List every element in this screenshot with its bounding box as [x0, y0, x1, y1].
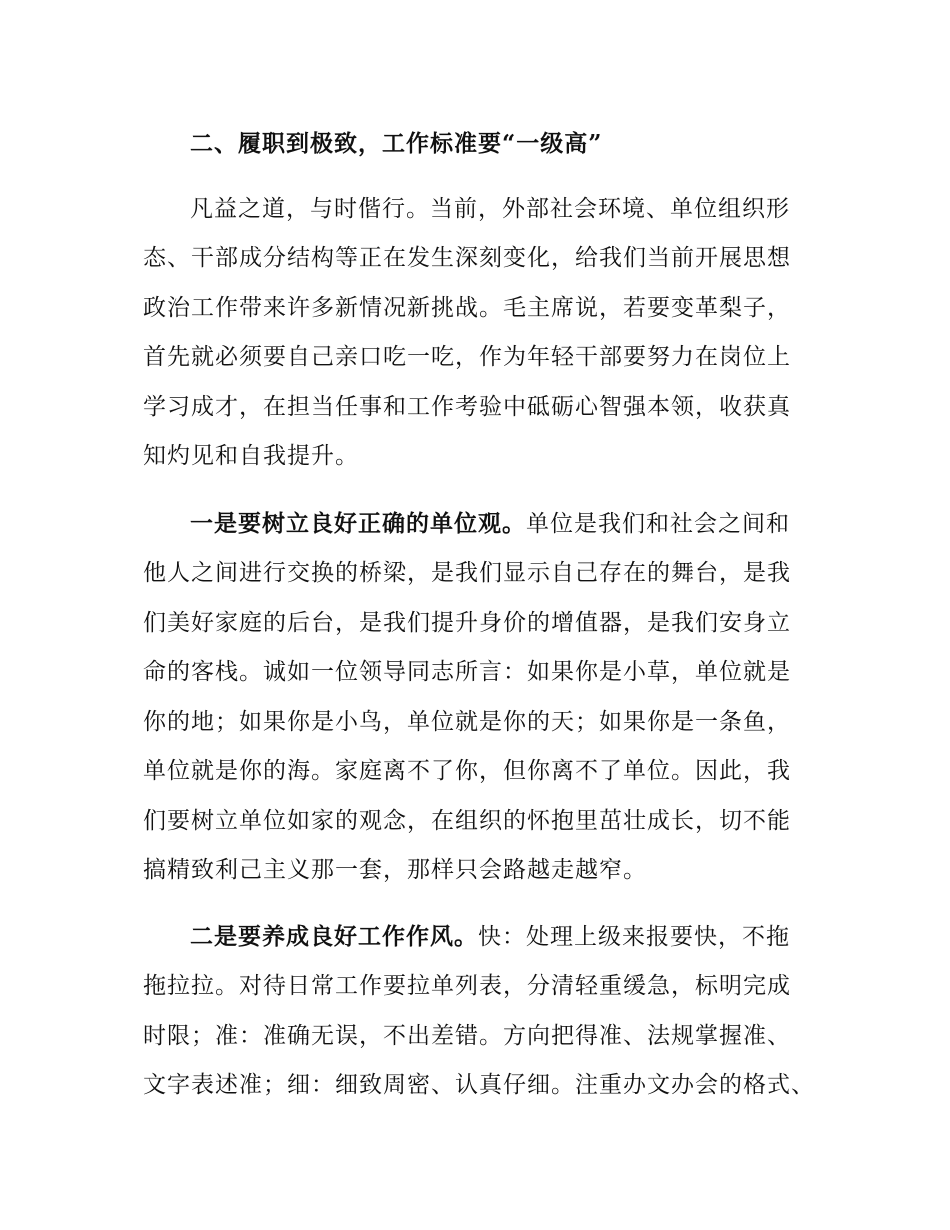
intro-line-3: 政治工作带来许多新情况新挑战。毛主席说，若要变革梨子， — [143, 295, 791, 321]
intro-line-4: 首先就必须要自己亲口吃一吃，作为年轻干部要努力在岗位上 — [143, 344, 791, 370]
intro-line-5: 学习成才，在担当任事和工作考验中砥砺心智强本领，收获真 — [143, 394, 791, 420]
point-one-first-line — [190, 508, 790, 540]
point-one-line-4: 命的客栈。诚如一位领导同志所言：如果你是小草，单位就是 — [143, 659, 791, 685]
point-one-line-7: 们要树立单位如家的观念，在组织的怀抱里茁壮成长，切不能 — [143, 808, 791, 834]
point-one-lead: 一是要树立良好正确的单位观。 — [190, 510, 526, 537]
point-two-line-3: 时限；准：准确无误，不出差错。方向把得准、法规掌握准、 — [143, 1023, 791, 1049]
intro-line-6: 知灼见和自我提升。 — [143, 443, 359, 469]
point-one-line-5: 你的地；如果你是小鸟，单位就是你的天；如果你是一条鱼， — [143, 709, 791, 735]
point-one-line-8: 搞精致利己主义那一套，那样只会路越走越窄。 — [143, 857, 647, 883]
point-one-line-2: 他人之间进行交换的桥梁，是我们显示自己存在的舞台，是我 — [143, 560, 791, 586]
point-one-line-3: 们美好家庭的后台，是我们提升身价的增值器，是我们安身立 — [143, 610, 791, 636]
intro-line-2: 态、干部成分结构等正在发生深刻变化，给我们当前开展思想 — [143, 245, 791, 271]
point-two-first-line — [190, 921, 790, 953]
point-two-lead: 二是要养成良好工作作风。 — [190, 923, 478, 950]
intro-line-1: 凡益之道，与时偕行。当前，外部社会环境、单位组织形 — [190, 196, 790, 222]
point-two-line-2: 拖拉拉。对待日常工作要拉单列表，分清轻重缓急，标明完成 — [143, 973, 791, 999]
point-one-line-6: 单位就是你的海。家庭离不了你，但你离不了单位。因此，我 — [143, 758, 791, 784]
section-heading: 二、履职到极致，工作标准要“一级高” — [190, 130, 603, 157]
point-two-line-4: 文字表述准；细：细致周密、认真仔细。注重办文办会的格式、 — [143, 1072, 815, 1098]
point-two-first-line-rest: 快：处理上级来报要快，不拖 — [478, 924, 790, 950]
point-one-first-line-rest: 单位是我们和社会之间和 — [526, 511, 790, 537]
